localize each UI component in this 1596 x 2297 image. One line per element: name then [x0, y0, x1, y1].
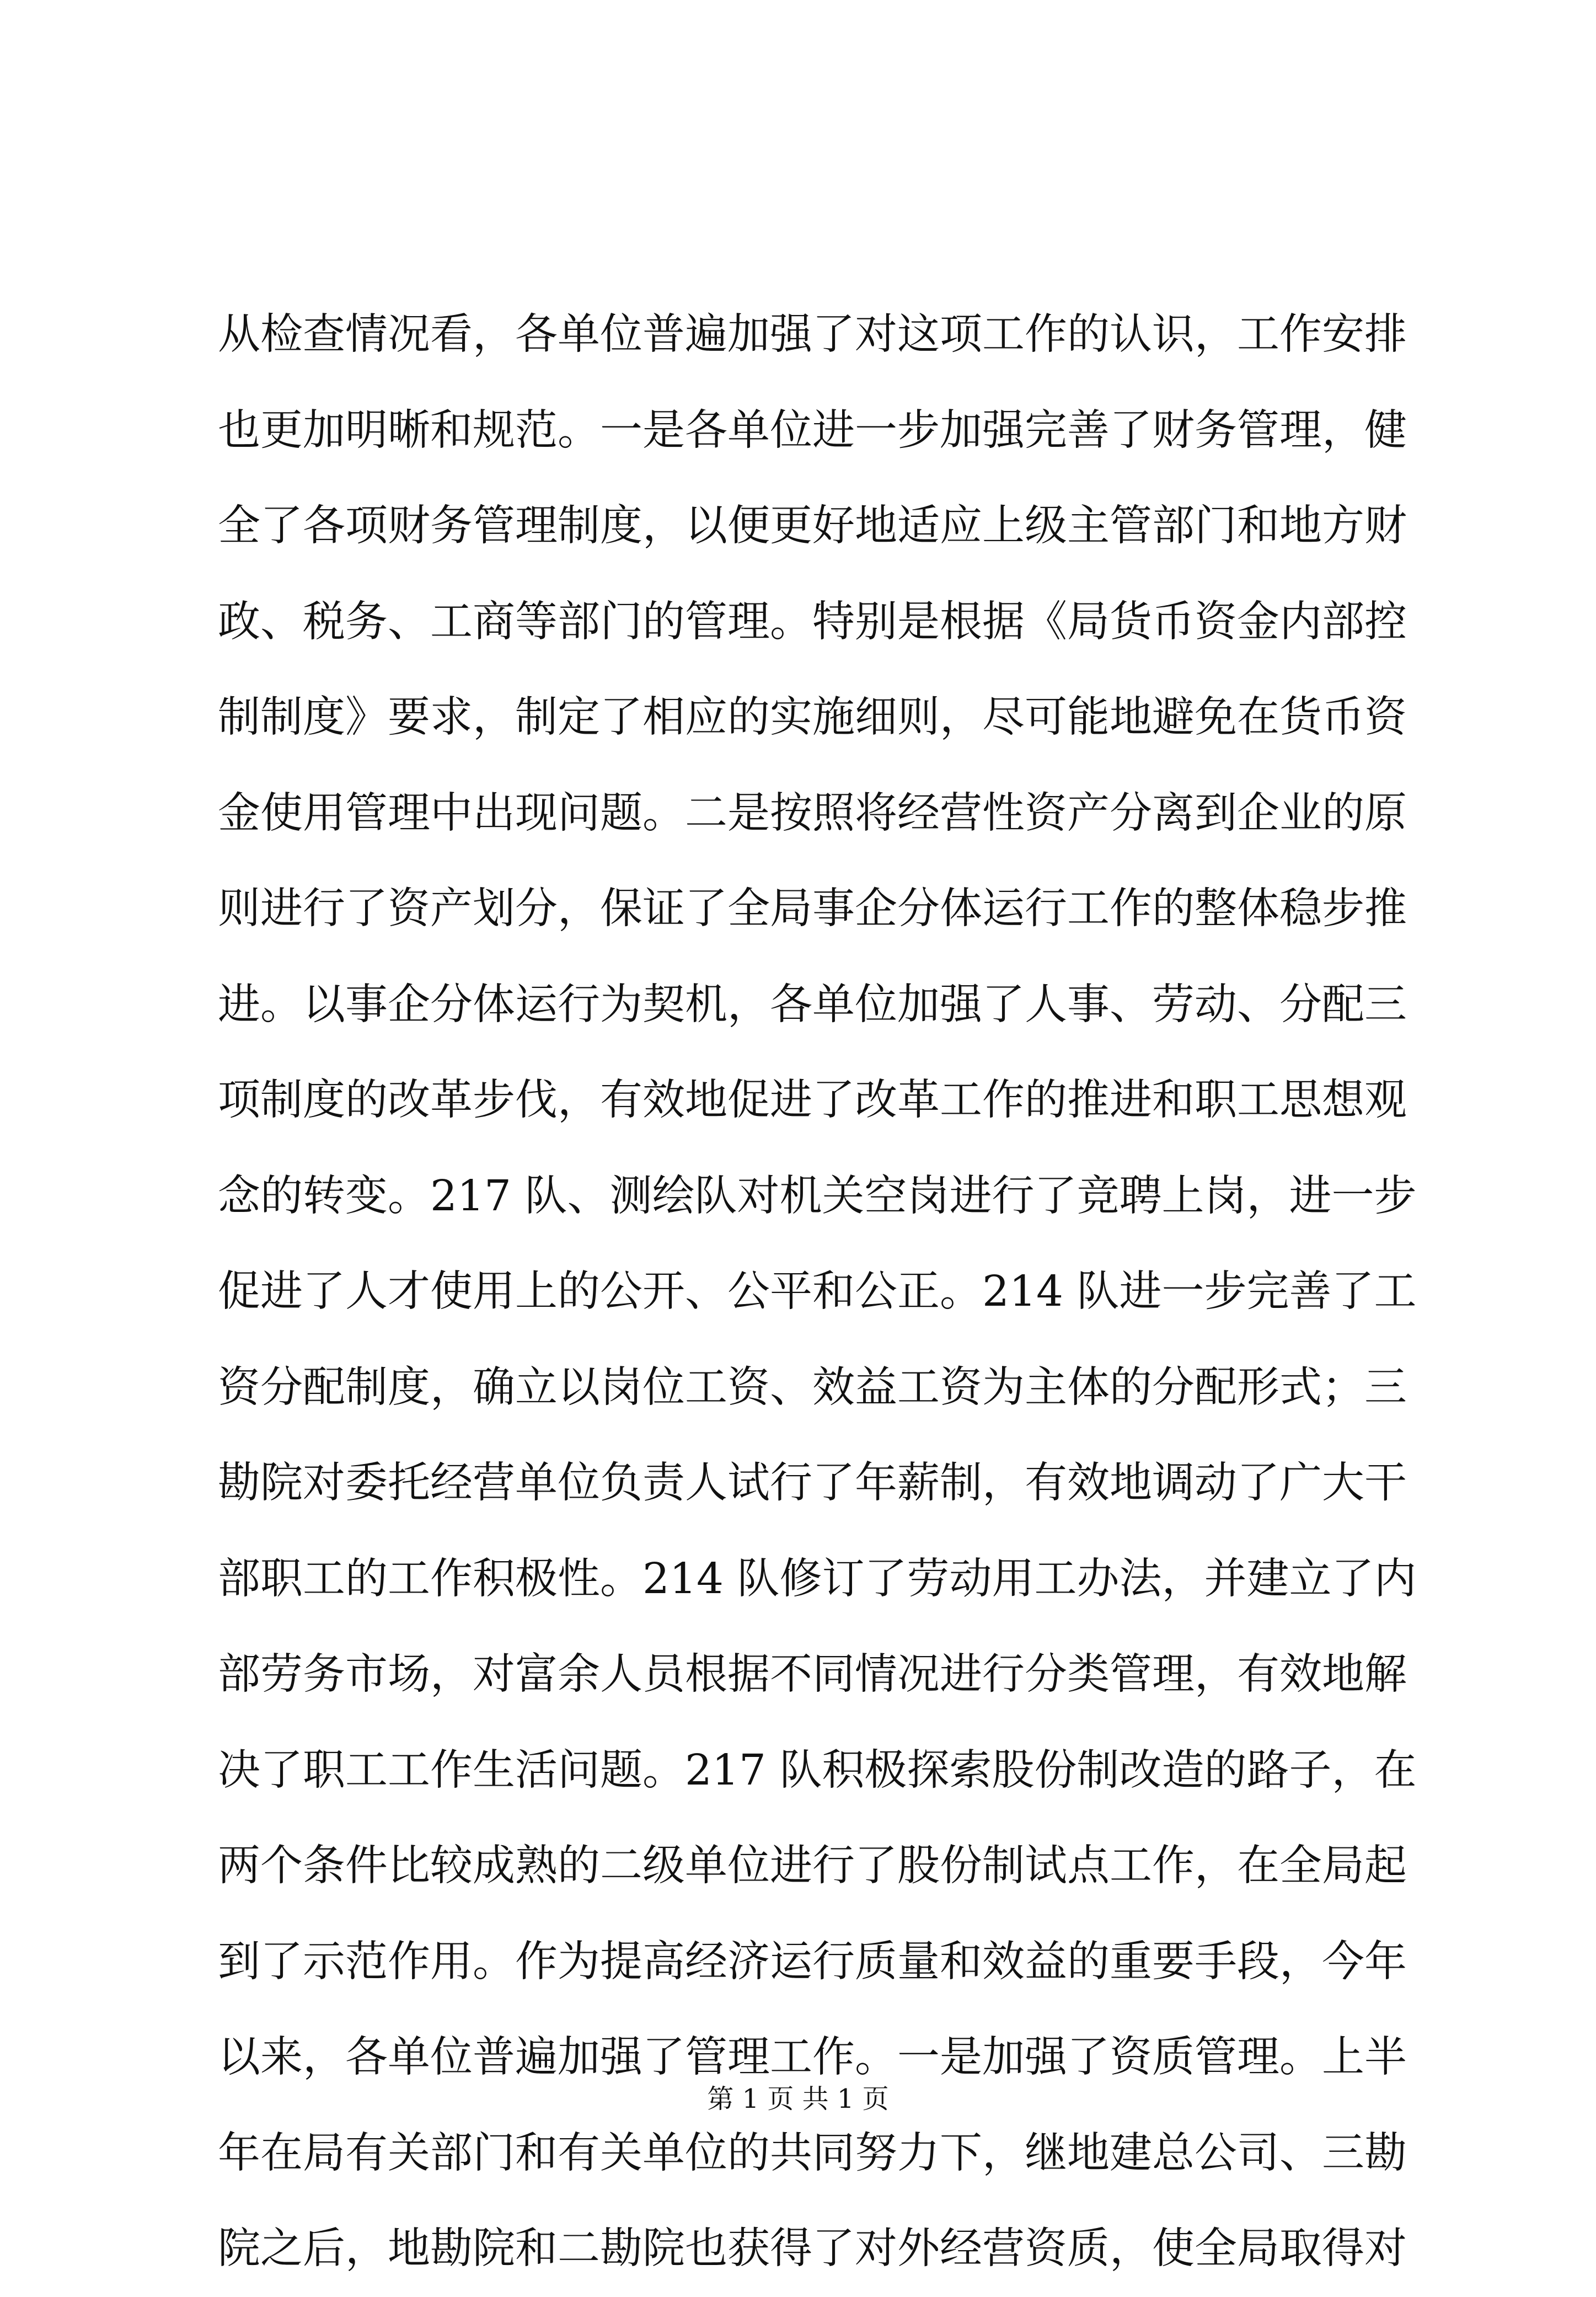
text-line: 制制度》要求，制定了相应的实施细则，尽可能地避免在货币资 [218, 693, 1407, 742]
text-line: 念的转变。217 队、测绘队对机关空岗进行了竞聘上岗，进一步 [218, 1171, 1417, 1221]
text-line: 部劳务市场，对富余人员根据不同情况进行分类管理，有效地解 [218, 1650, 1407, 1699]
text-line: 两个条件比较成熟的二级单位进行了股份制试点工作，在全局起 [218, 1841, 1407, 1890]
text-line: 以来，各单位普遍加强了管理工作。一是加强了资质管理。上半 [218, 2033, 1407, 2082]
text-line: 全了各项财务管理制度，以便更好地适应上级主管部门和地方财 [218, 501, 1407, 551]
text-line: 政、税务、工商等部门的管理。特别是根据《局货币资金内部控 [218, 597, 1407, 647]
text-line: 年在局有关部门和有关单位的共同努力下，继地建总公司、三勘 [218, 2128, 1407, 2178]
text-line: 院之后，地勘院和二勘院也获得了对外经营资质，使全局取得对 [218, 2224, 1407, 2273]
text-line: 从检查情况看，各单位普遍加强了对这项工作的认识，工作安排 [218, 310, 1407, 359]
text-line: 部职工的工作积极性。214 队修订了劳动用工办法，并建立了内 [218, 1554, 1417, 1604]
text-line: 资分配制度，确立以岗位工资、效益工资为主体的分配形式；三 [218, 1363, 1407, 1412]
body-paragraph [218, 287, 1417, 2297]
text-line: 勘院对委托经营单位负责人试行了年薪制，有效地调动了广大干 [218, 1459, 1407, 1508]
text-line: 促进了人才使用上的公开、公平和公正。214 队进一步完善了工 [218, 1267, 1417, 1316]
page-number-footer: 第 1 页 共 1 页 [707, 2084, 889, 2114]
text-line: 金使用管理中出现问题。二是按照将经营性资产分离到企业的原 [218, 788, 1407, 838]
text-line: 则进行了资产划分，保证了全局事企分体运行工作的整体稳步推 [218, 884, 1407, 933]
text-line: 项制度的改革步伐，有效地促进了改革工作的推进和职工思想观 [218, 1076, 1407, 1125]
text-line: 也更加明晰和规范。一是各单位进一步加强完善了财务管理，健 [218, 405, 1407, 455]
text-line: 决了职工工作生活问题。217 队积极探索股份制改造的路子，在 [218, 1745, 1417, 1795]
text-line: 进。以事企分体运行为契机，各单位加强了人事、劳动、分配三 [218, 980, 1407, 1029]
text-line: 到了示范作用。作为提高经济运行质量和效益的重要手段，今年 [218, 1937, 1407, 1986]
